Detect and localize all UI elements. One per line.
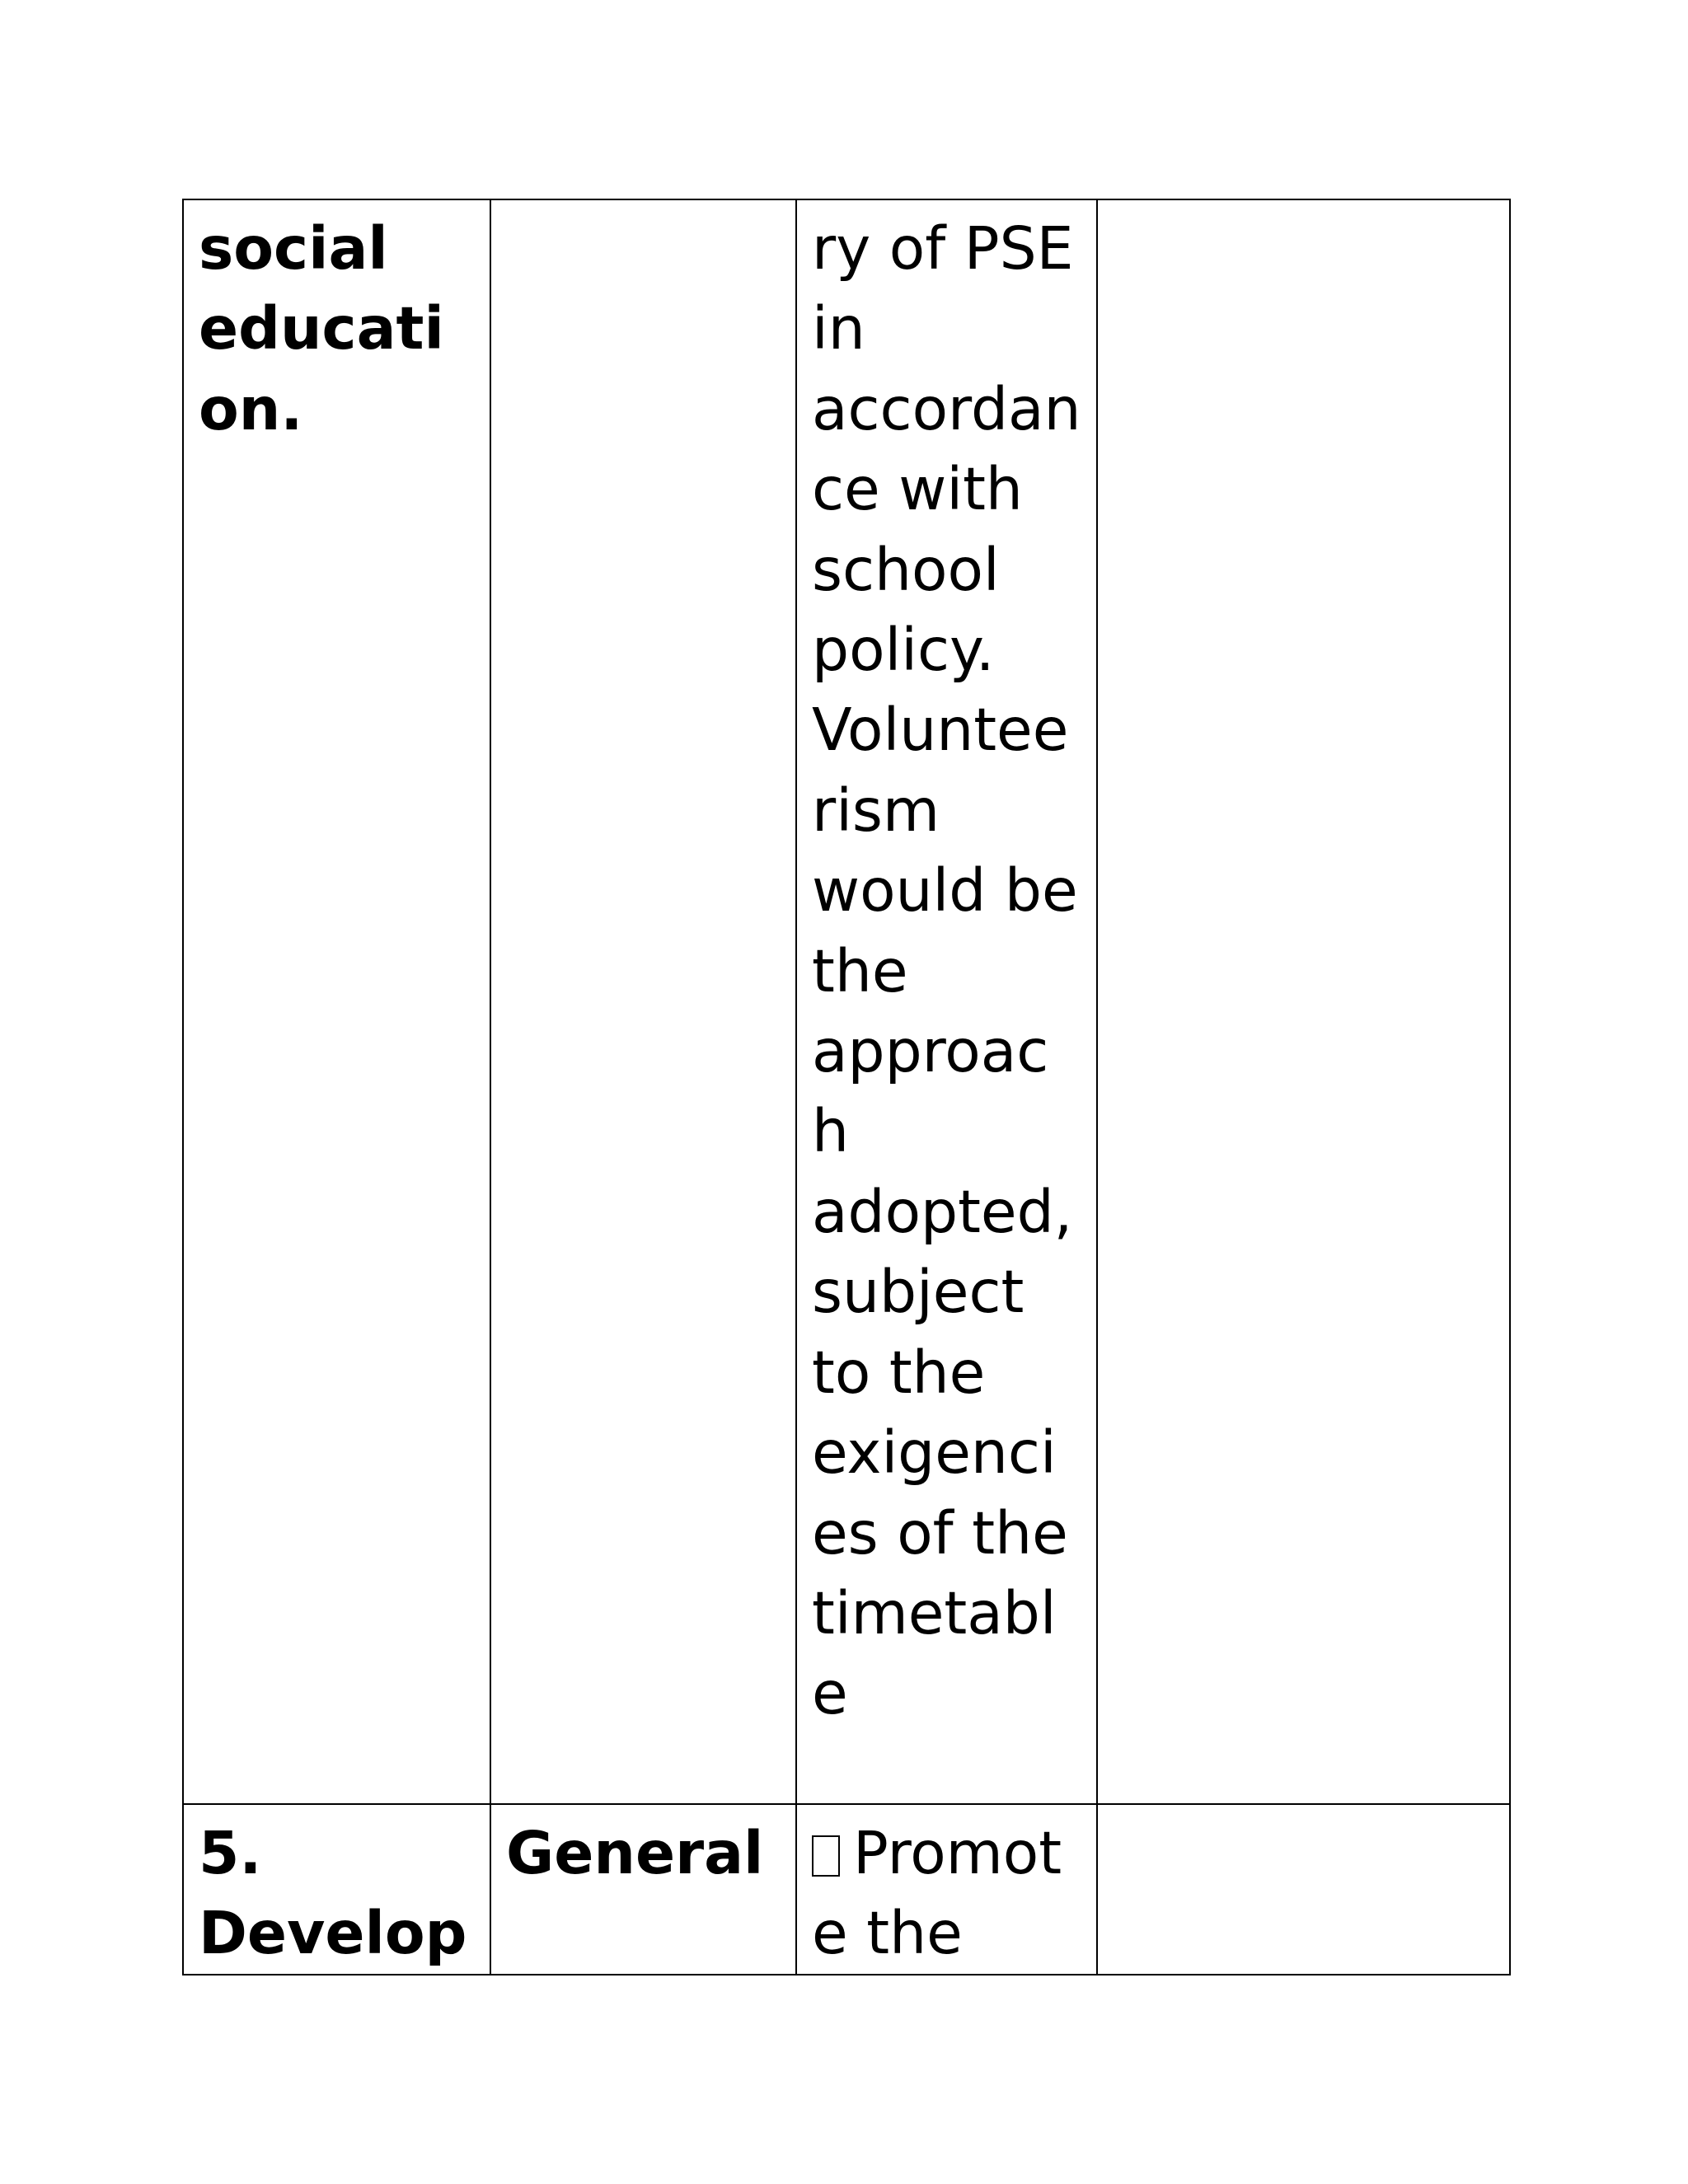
row1-col3-cell [796, 199, 1097, 1804]
text-line: exigenci [812, 1418, 1057, 1488]
text-line: educati [199, 294, 444, 363]
text-line: h [812, 1097, 849, 1166]
text-line: policy. [812, 616, 995, 685]
row1-col1-cell [183, 199, 490, 1804]
bullet-box-icon [812, 1835, 840, 1877]
row1-col3-text [797, 200, 1096, 1734]
text-line: timetabl [812, 1578, 1057, 1647]
text-line: approac [812, 1017, 1049, 1086]
text-line: to the [812, 1338, 986, 1407]
row2-col3-continuation [812, 1893, 1088, 1973]
row1-col2-cell [490, 199, 796, 1804]
bullet-line [812, 1813, 1088, 1893]
row2-col2-cell [490, 1804, 796, 1975]
row1-col1-text [184, 200, 490, 449]
text-line: ce with [812, 455, 1023, 524]
text-line: Develop [199, 1899, 467, 1968]
text-line: Voluntee [812, 696, 1069, 765]
row2-col4-cell [1097, 1804, 1510, 1975]
row2-col2-text [491, 1805, 795, 1893]
text-line: ry of PSE [812, 214, 1074, 283]
text-line: 5. [199, 1819, 262, 1887]
text-line: rism [812, 776, 940, 845]
table-row [183, 1804, 1510, 1975]
text-line: e [812, 1659, 848, 1728]
text-line: accordan [812, 374, 1081, 443]
text-line: adopted, [812, 1177, 1073, 1246]
document-table [182, 199, 1511, 1975]
text-line: e the [812, 1899, 963, 1968]
text-line: social [199, 214, 388, 283]
text-line: would be [812, 856, 1078, 926]
text-line: school [812, 535, 1000, 604]
text-line: on. [199, 374, 303, 443]
row1-col4-cell [1097, 199, 1510, 1804]
text-line: General [506, 1819, 764, 1887]
row2-col1-text [184, 1805, 490, 1974]
text-line: the [812, 936, 908, 1005]
text-line: subject [812, 1258, 1025, 1327]
row2-col3-text [797, 1805, 1096, 1974]
row2-col3-cell [796, 1804, 1097, 1975]
row2-col1-cell [183, 1804, 490, 1975]
row2-col4-text [1098, 1805, 1509, 1813]
text-line: in [812, 294, 865, 363]
text-line: es of the [812, 1498, 1068, 1568]
table-row [183, 199, 1510, 1804]
row1-col2-text [491, 200, 795, 209]
row1-col4-text [1098, 200, 1509, 209]
bullet-text: Promot [853, 1819, 1062, 1887]
